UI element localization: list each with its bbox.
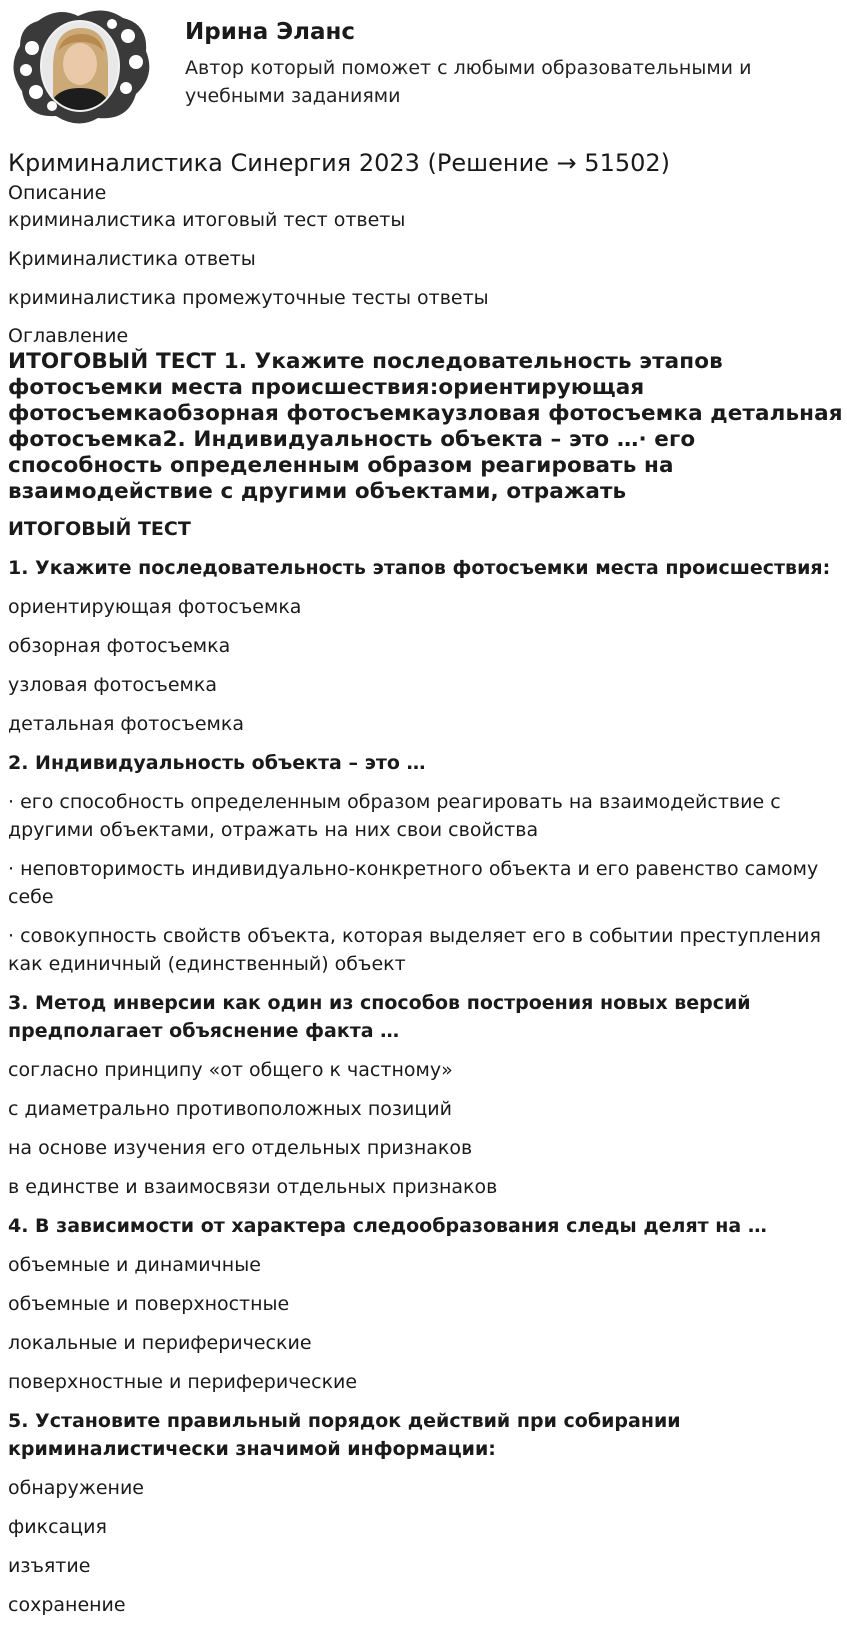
answer-option: согласно принципу «от общего к частному» — [8, 1059, 453, 1081]
description-line: криминалистика итоговый тест ответы — [8, 209, 406, 231]
question-heading: 2. Индивидуальность объекта – это … — [8, 752, 426, 774]
answer-option: фиксация — [8, 1516, 107, 1538]
question-heading: 3. Метод инверсии как один из способов построения новых версий предполагает объяснение факта … — [8, 992, 751, 1042]
answer-option: обнаружение — [8, 1477, 144, 1499]
answer-option: · неповторимость индивидуально-конкретного объекта и его равенство самому себе — [8, 858, 819, 908]
question-heading: 5. Установите правильный порядок действий при собирании криминалистически значимой информации: — [8, 1410, 681, 1460]
answer-option: на основе изучения его отдельных признаков — [8, 1137, 473, 1159]
answer-option: объемные и динамичные — [8, 1254, 261, 1276]
author-description: Автор который поможет с любыми образовательными и учебными заданиями — [185, 57, 752, 107]
answer-option: в единстве и взаимосвязи отдельных признаков — [8, 1176, 498, 1198]
film-reel-avatar-icon[interactable] — [8, 6, 153, 126]
answer-option: ориентирующая фотосъемка — [8, 596, 302, 618]
author-name[interactable]: Ирина Эланс — [185, 19, 356, 45]
answer-option: · совокупность свойств объекта, которая выделяет его в событии преступления как единичный (единственный) объект — [8, 925, 821, 975]
description-line: криминалистика промежуточные тесты ответы — [8, 287, 489, 309]
description-label: Описание — [8, 182, 107, 204]
page-title: Криминалистика Синергия 2023 (Решение → 51502) — [8, 149, 671, 177]
answer-option: поверхностные и периферические — [8, 1371, 358, 1393]
answer-option: · его способность определенным образом реагировать на взаимодействие с другими объектами, отражать на них свои свойства — [8, 791, 781, 841]
question-heading: 4. В зависимости от характера следообразования следы делят на … — [8, 1215, 767, 1237]
answer-option: сохранение — [8, 1594, 126, 1616]
question-heading: ИТОГОВЫЙ ТЕСТ — [8, 518, 191, 540]
description-list — [8, 206, 843, 312]
answer-option: детальная фотосъемка — [8, 713, 244, 735]
toc-label: Оглавление — [8, 325, 129, 347]
author-card — [8, 6, 839, 126]
test-items — [8, 515, 843, 1619]
toc-text: ИТОГОВЫЙ ТЕСТ 1. Укажите последовательность этапов фотосъемки места происшествия:ориентирующая фотосъемкаобзорная фотосъемкаузловая фотосъемка детальная фотосъемка2. Индивидуальность объекта – это …· его способность определенным образом реагировать на взаимодействие с другими объектами, отражать — [8, 349, 843, 504]
answer-option: узловая фотосъемка — [8, 674, 217, 696]
answer-option: изъятие — [8, 1555, 91, 1577]
answer-option: обзорная фотосъемка — [8, 635, 231, 657]
answer-option: объемные и поверхностные — [8, 1293, 290, 1315]
answer-option: с диаметрально противоположных позиций — [8, 1098, 452, 1120]
description-line: Криминалистика ответы — [8, 248, 256, 270]
answer-option: локальные и периферические — [8, 1332, 312, 1354]
document-content — [8, 146, 843, 1630]
question-heading: 1. Укажите последовательность этапов фотосъемки места происшествия: — [8, 557, 831, 579]
